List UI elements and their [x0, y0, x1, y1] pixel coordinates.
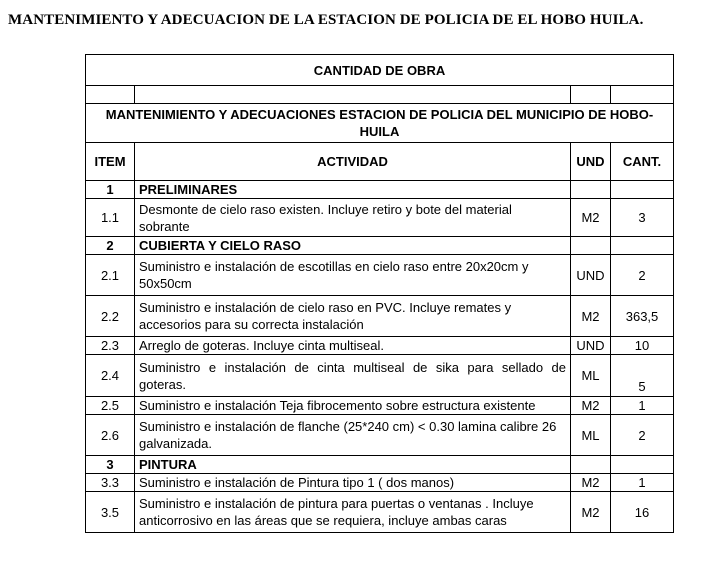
item-cell: 2: [86, 237, 135, 255]
document-title: MANTENIMIENTO Y ADECUACION DE LA ESTACION DE POLICIA DE EL HOBO HUILA.: [8, 12, 644, 28]
blank-cell: [135, 86, 571, 104]
qty-cell: 2: [611, 415, 674, 456]
item-cell: 1: [86, 181, 135, 199]
unit-cell: UND: [571, 255, 611, 296]
qty-cell: [611, 237, 674, 255]
table-row: [86, 492, 674, 533]
qty-cell: 1: [611, 474, 674, 492]
column-header-unit: UND: [571, 143, 611, 181]
qty-cell: [611, 181, 674, 199]
table-heading-row: [86, 55, 674, 86]
activity-cell: Arreglo de goteras. Incluye cinta multiseal.: [135, 337, 571, 355]
item-cell: 2.2: [86, 296, 135, 337]
column-header-row: [86, 143, 674, 181]
unit-cell: [571, 456, 611, 474]
qty-cell: 16: [611, 492, 674, 533]
section-row: [86, 181, 674, 199]
activity-cell: Suministro e instalación de flanche (25*240 cm) < 0.30 lamina calibre 26 galvanizada.: [135, 415, 571, 456]
section-title: PRELIMINARES: [135, 181, 571, 199]
section-row: [86, 456, 674, 474]
qty-cell: [611, 456, 674, 474]
unit-cell: [571, 237, 611, 255]
table-row: [86, 296, 674, 337]
qty-cell: 5: [611, 355, 674, 397]
activity-cell: Suministro e instalación de cielo raso en PVC. Incluye remates y accesorios para su correcta instalación: [135, 296, 571, 337]
item-cell: 3.5: [86, 492, 135, 533]
activity-cell: Suministro e instalación de pintura para puertas o ventanas . Incluye anticorrosivo en las áreas que se requiera, incluye ambas caras: [135, 492, 571, 533]
column-header-item: ITEM: [86, 143, 135, 181]
unit-cell: M2: [571, 296, 611, 337]
table-subheading-row: [86, 104, 674, 143]
qty-cell: 2: [611, 255, 674, 296]
qty-cell: 3: [611, 199, 674, 237]
column-header-activity: ACTIVIDAD: [135, 143, 571, 181]
activity-cell: Suministro e instalación de Pintura tipo 1 ( dos manos): [135, 474, 571, 492]
activity-cell: Suministro e instalación de escotillas en cielo raso entre 20x20cm y 50x50cm: [135, 255, 571, 296]
blank-cell: [611, 86, 674, 104]
qty-cell: 1: [611, 397, 674, 415]
item-cell: 3.3: [86, 474, 135, 492]
quantities-table: [85, 54, 674, 533]
unit-cell: UND: [571, 337, 611, 355]
item-cell: 2.6: [86, 415, 135, 456]
section-title: PINTURA: [135, 456, 571, 474]
unit-cell: M2: [571, 199, 611, 237]
unit-cell: ML: [571, 355, 611, 397]
table-row: [86, 397, 674, 415]
item-cell: 2.5: [86, 397, 135, 415]
item-cell: 2.3: [86, 337, 135, 355]
table-subheading: MANTENIMIENTO Y ADECUACIONES ESTACION DE POLICIA DEL MUNICIPIO DE HOBO-HUILA: [86, 104, 674, 143]
table-row: [86, 415, 674, 456]
unit-cell: [571, 181, 611, 199]
item-cell: 2.1: [86, 255, 135, 296]
column-header-qty: CANT.: [611, 143, 674, 181]
table-row: [86, 255, 674, 296]
blank-cell: [571, 86, 611, 104]
section-row: [86, 237, 674, 255]
table-heading: CANTIDAD DE OBRA: [86, 55, 674, 86]
section-title: CUBIERTA Y CIELO RASO: [135, 237, 571, 255]
activity-cell: Suministro e instalación de cinta multiseal de sika para sellado de goteras.: [135, 355, 571, 397]
unit-cell: M2: [571, 492, 611, 533]
unit-cell: ML: [571, 415, 611, 456]
blank-cell: [86, 86, 135, 104]
activity-cell: Suministro e instalación Teja fibrocemento sobre estructura existente: [135, 397, 571, 415]
activity-cell: Desmonte de cielo raso existen. Incluye retiro y bote del material sobrante: [135, 199, 571, 237]
table-row: [86, 474, 674, 492]
qty-cell: 10: [611, 337, 674, 355]
item-cell: 3: [86, 456, 135, 474]
qty-cell: 363,5: [611, 296, 674, 337]
unit-cell: M2: [571, 397, 611, 415]
table-row: [86, 199, 674, 237]
table-row: [86, 337, 674, 355]
blank-row: [86, 86, 674, 104]
item-cell: 2.4: [86, 355, 135, 397]
item-cell: 1.1: [86, 199, 135, 237]
table-row: [86, 355, 674, 397]
unit-cell: M2: [571, 474, 611, 492]
